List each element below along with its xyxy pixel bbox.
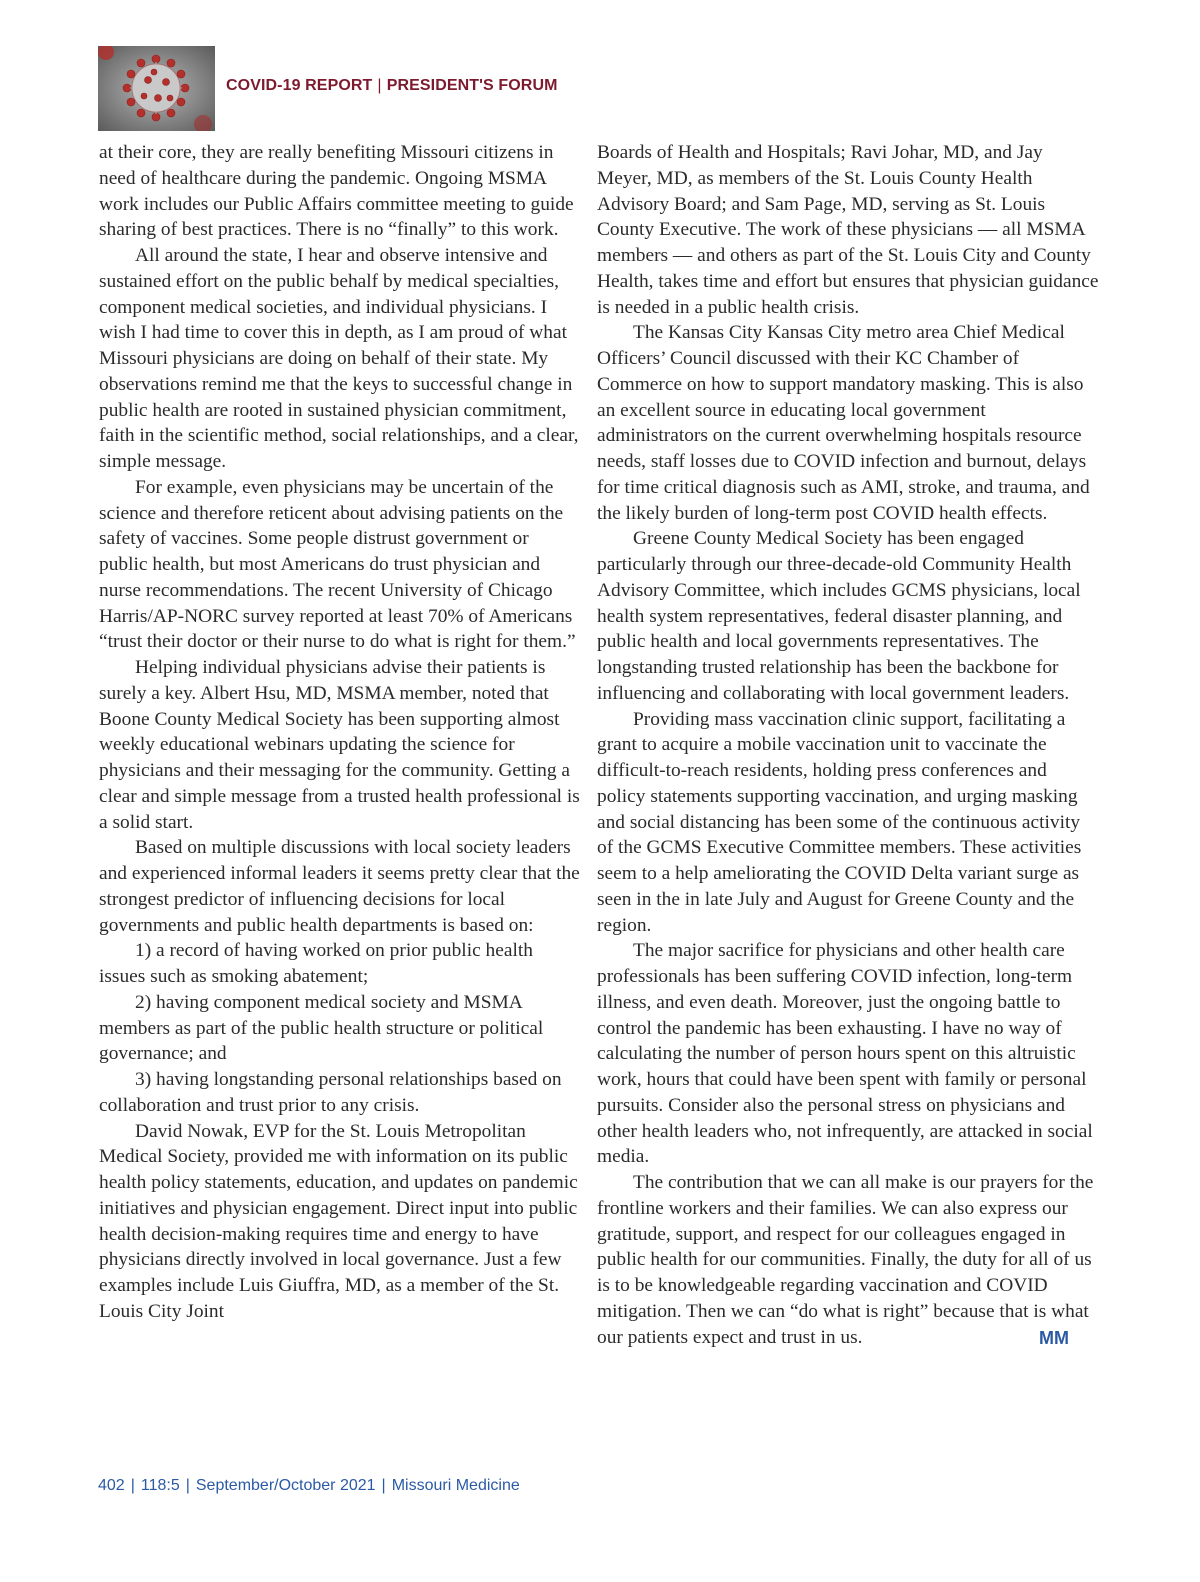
section-header: [226, 77, 558, 95]
page-number: 402: [98, 1477, 125, 1494]
paragraph: Greene County Medical Society has been engaged particularly through our three-decade-old Community Health Advisory Committee, which includes GCMS physicians, local health system representatives, federal disaster planning, and public health and local governments representatives. The longstanding trusted relationship has been the backbone for influencing and collaborating with local government leaders.: [597, 528, 1081, 704]
section-title: COVID-19 REPORT: [226, 77, 373, 94]
list-item: 1) a record of having worked on prior public health issues such as smoking abatement;: [99, 940, 533, 987]
paragraph: David Nowak, EVP for the St. Louis Metropolitan Medical Society, provided me with information on its public health policy statements, education, and updates on pandemic initiatives and physician engagement. Direct input into public health decision-making requires time and energy to have physicians directly involved in local governance. Just a few examples include Luis Giuffra, MD, as a member of the St. Louis City Joint: [99, 1120, 578, 1322]
subsection-title: PRESIDENT'S FORUM: [386, 77, 558, 94]
list-item: 3) having longstanding personal relationships based on collaboration and trust prior to any crisis.: [99, 1069, 562, 1116]
paragraph: Boards of Health and Hospitals; Ravi Johar, MD, and Jay Meyer, MD, as members of the St. Louis County Health Advisory Board; and Sam Page, MD, serving as St. Louis County Executive. The work of these physicians — all MSMA members — and others as part of the St. Louis City and County Health, takes time and effort but ensures that physician guidance is needed in a public health crisis.: [597, 142, 1099, 318]
issue-date: September/October 2021: [195, 1477, 376, 1494]
paragraph: For example, even physicians may be uncertain of the science and therefore reticent about advising patients on the safety of vaccines. Some people distrust government or public health, but most Americans do trust physician and nurse recommendations. The recent University of Chicago Harris/AP-NORC survey reported at least 70% of Americans “trust their doctor or their nurse to do what is right for them.”: [99, 476, 576, 653]
paragraph: at their core, they are really benefiting Missouri citizens in need of healthcare during the pandemic. Ongoing MSMA work includes our Public Affairs committee meeting to guide sharing of best practices. There is no “finally” to this work.: [99, 142, 574, 241]
left-column: [99, 140, 581, 1325]
list-item: 2) having component medical society and MSMA members as part of the public health structure or political governance; and: [99, 991, 544, 1065]
right-column: [597, 140, 1099, 1351]
paragraph: The major sacrifice for physicians and other health care professionals has been suffering COVID infection, long-term illness, and even death. Moreover, just the ongoing battle to control the pandemic has been exhausting. I have no way of calculating the number of person hours spent on this altruistic work, hours that could have been spent with family or personal pursuits. Consider also the personal stress on physicians and other health leaders who, not infrequently, are attacked in social media.: [597, 940, 1093, 1168]
paragraph: Providing mass vaccination clinic support, facilitating a grant to acquire a mobile vaccination unit to vaccinate the difficult-to-reach residents, holding press conferences and policy statements supporting vaccination, and urging masking and social distancing has been some of the continuous activity of the GCMS Executive Committee members. These activities seem to a help ameliorating the COVID Delta variant surge as seen in the in late July and August for Greene County and the region.: [597, 708, 1082, 936]
coronavirus-icon: [98, 46, 215, 131]
paragraph: All around the state, I hear and observe intensive and sustained effort on the public behalf by medical specialties, component medical societies, and individual physicians. I wish I had time to cover this in depth, as I am proud of what Missouri physicians are doing on behalf of their state. My observations remind me that the keys to successful change in public health are rooted in sustained physician commitment, faith in the scientific method, social relationships, and a clear, simple message.: [99, 245, 579, 472]
coronavirus-image: [98, 46, 215, 131]
paragraph: The Kansas City Kansas City metro area Chief Medical Officers’ Council discussed with their KC Chamber of Commerce on how to support mandatory masking. This is also an excellent source in educating local government administrators on the current overwhelming hospitals resource needs, staff losses due to COVID infection and burnout, delays for time critical diagnosis such as AMI, stroke, and trauma, and the likely burden of long-term post COVID health effects.: [597, 322, 1090, 524]
paragraph: [597, 1170, 1099, 1350]
footer-separator: |: [130, 1477, 135, 1494]
header-separator: |: [377, 77, 382, 94]
page-footer: [98, 1477, 520, 1495]
paragraph: Helping individual physicians advise their patients is surely a key. Albert Hsu, MD, MSMA member, noted that Boone County Medical Society has been supporting almost weekly educational webinars updating the science for physicians and their messaging for the community. Getting a clear and simple message from a trusted health professional is a solid start.: [99, 657, 580, 833]
end-mark: MM: [1039, 1327, 1069, 1348]
footer-separator: |: [381, 1477, 386, 1494]
paragraph: Based on multiple discussions with local society leaders and experienced informal leaders it seems pretty clear that the strongest predictor of influencing decisions for local governments and public health departments is based on:: [99, 837, 580, 936]
publication-name: Missouri Medicine: [391, 1477, 520, 1494]
closing-paragraph-text: The contribution that we can all make is our prayers for the frontline workers and their families. We can also express our gratitude, support, and respect for our colleagues engaged in public health for our communities. Finally, the duty for all of us is to be knowledgeable regarding vaccination and COVID mitigation. Then we can “do what is right” because that is what our patients expect and trust in us.: [597, 1172, 1094, 1348]
footer-separator: |: [185, 1477, 190, 1494]
issue-number: 118:5: [140, 1477, 180, 1494]
